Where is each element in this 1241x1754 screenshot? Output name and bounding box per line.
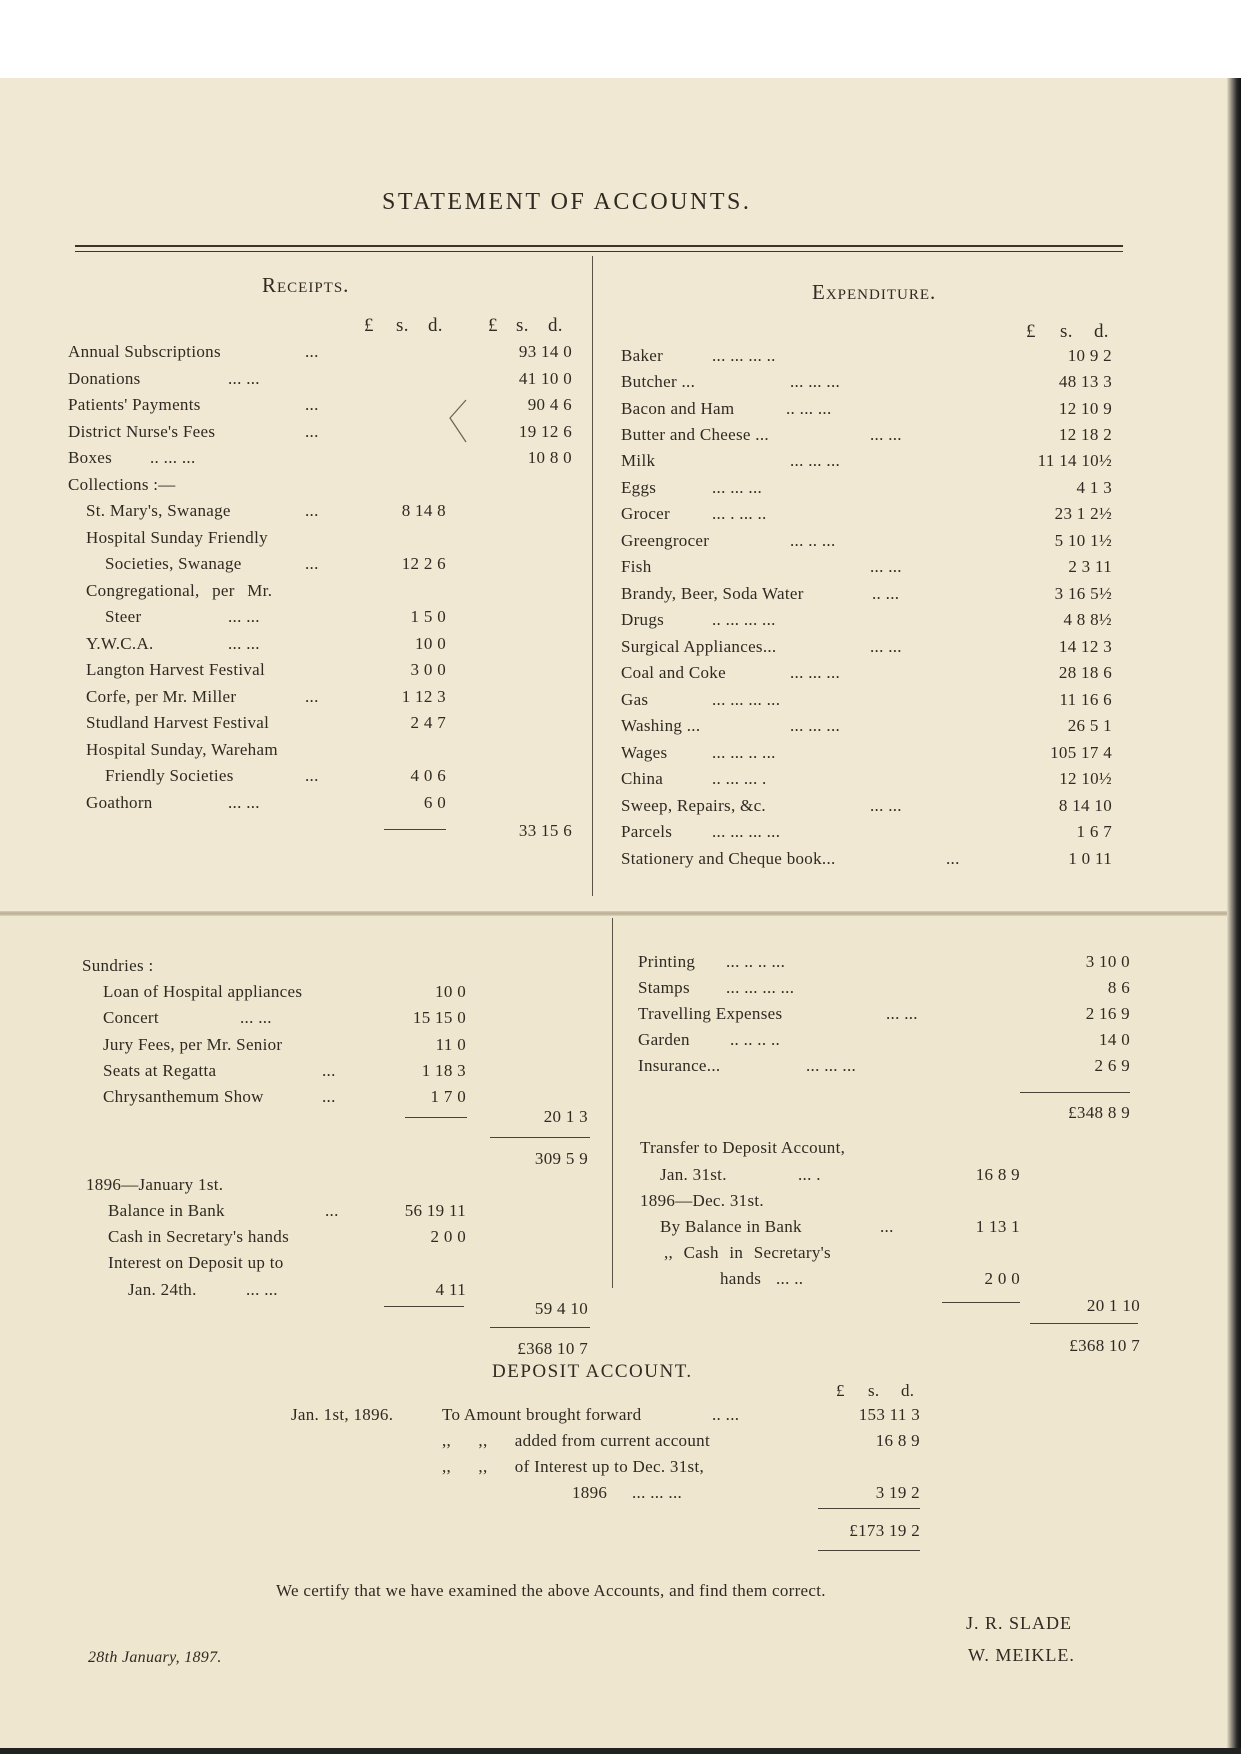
expense-amount: 1 6 7 xyxy=(1076,822,1112,841)
collection-amount: 10 0 xyxy=(415,634,446,653)
expense-amount: 10 9 2 xyxy=(1067,346,1112,365)
closing-label: ,, Cash in Secretary's xyxy=(664,1243,831,1262)
sundries-total: 20 1 3 xyxy=(543,1107,588,1126)
expense-dots: ... xyxy=(946,849,960,868)
receipts-total-col-pence: d. xyxy=(548,315,563,336)
expense-amount: 3 16 5½ xyxy=(1054,584,1112,603)
transfer-date: Jan. 31st. xyxy=(660,1165,727,1184)
receipts-col-shillings: s. xyxy=(396,315,409,336)
expense-label: Milk xyxy=(621,451,656,470)
deposit-row-amount: 16 8 9 xyxy=(875,1431,920,1450)
collection-amount: 1 12 3 xyxy=(401,687,446,706)
sundry-label: Seats at Regatta xyxy=(103,1061,217,1080)
expense-label: Eggs xyxy=(621,478,657,497)
expense-dots: ... ... xyxy=(870,557,902,576)
deposit-total: £173 19 2 xyxy=(849,1521,920,1540)
collection-dots: ... xyxy=(305,687,319,706)
expenditure-grand-total: £368 10 7 xyxy=(1069,1336,1140,1355)
receipts-subtotal: 309 5 9 xyxy=(534,1149,588,1168)
closing-amount: 2 0 0 xyxy=(984,1269,1020,1288)
deposit-col-shillings: s. xyxy=(868,1381,880,1400)
receipts-col-pence: d. xyxy=(428,315,443,336)
collection-dots: ... ... xyxy=(228,793,260,812)
balance-dots: ... ... xyxy=(246,1280,278,1299)
expense-label: Printing xyxy=(638,952,696,971)
grand-total-rule-right xyxy=(1030,1323,1138,1324)
transfer-label: Transfer to Deposit Account, xyxy=(640,1138,846,1157)
closing-label: By Balance in Bank xyxy=(660,1217,802,1236)
document-page xyxy=(0,78,1241,1754)
balance-amount: 4 11 xyxy=(435,1280,466,1299)
sundry-dots: ... xyxy=(322,1061,336,1080)
page-title: STATEMENT OF ACCOUNTS. xyxy=(382,189,752,215)
deposit-rule-top xyxy=(818,1508,920,1509)
expense-dots: ... ... xyxy=(870,637,902,656)
collection-amount: 6 0 xyxy=(423,793,446,812)
expense-amount: 14 0 xyxy=(1099,1030,1130,1049)
receipt-label: Patients' Payments xyxy=(68,395,201,414)
deposit-row-label: To Amount brought forward xyxy=(442,1405,642,1424)
receipts-col-pound: £ xyxy=(364,315,374,336)
expense-label: Greengrocer xyxy=(621,531,710,550)
expense-dots: .. ... ... ... xyxy=(712,610,776,629)
expenditure-rule xyxy=(1020,1092,1130,1093)
book-edge xyxy=(1227,78,1241,1754)
expense-dots: ... ... ... xyxy=(712,478,763,497)
expense-dots: ... .. .. ... xyxy=(726,952,786,971)
sundry-amount: 1 18 3 xyxy=(421,1061,466,1080)
expense-dots: ... . ... .. xyxy=(712,504,767,523)
expense-label: Travelling Expenses xyxy=(638,1004,783,1023)
collection-label: Hospital Sunday Friendly xyxy=(86,528,268,547)
collection-dots: ... xyxy=(305,501,319,520)
receipt-total: 41 10 0 xyxy=(518,369,572,388)
deposit-date: Jan. 1st, 1896. xyxy=(291,1405,394,1424)
expense-dots: ... ... ... xyxy=(790,451,841,470)
expense-label: Stamps xyxy=(638,978,690,997)
sundry-label: Concert xyxy=(103,1008,159,1027)
title-rule xyxy=(75,245,1123,247)
expense-amount: 14 12 3 xyxy=(1058,637,1112,656)
collection-dots: ... xyxy=(305,554,319,573)
collections-rule xyxy=(384,829,446,830)
closing-rule xyxy=(942,1302,1020,1303)
collection-dots: ... ... xyxy=(228,634,260,653)
deposit-row-dots: .. ... xyxy=(712,1405,740,1424)
expenditure-col-shillings: s. xyxy=(1060,321,1073,342)
sundry-dots: ... ... xyxy=(240,1008,272,1027)
collection-label: Goathorn xyxy=(86,793,153,812)
expense-amount: 12 18 2 xyxy=(1058,425,1112,444)
expense-amount: 11 14 10½ xyxy=(1037,451,1112,470)
subtotal-rule xyxy=(490,1137,590,1138)
expense-amount: 3 10 0 xyxy=(1085,952,1130,971)
deposit-col-pence: d. xyxy=(901,1381,915,1400)
expense-amount: 8 6 xyxy=(1107,978,1130,997)
expense-amount: 28 18 6 xyxy=(1058,663,1112,682)
receipt-label: Donations xyxy=(68,369,141,388)
expense-label: Garden xyxy=(638,1030,690,1049)
expense-dots: ... ... ... xyxy=(806,1056,857,1075)
expense-amount: 8 14 10 xyxy=(1058,796,1112,815)
signatory-name: W. MEIKLE. xyxy=(968,1645,1075,1665)
expense-label: China xyxy=(621,769,664,788)
expense-label: Fish xyxy=(621,557,652,576)
deposit-heading: DEPOSIT ACCOUNT. xyxy=(492,1361,693,1382)
expense-dots: ... ... ... xyxy=(790,663,841,682)
deposit-row-dots: ... ... ... xyxy=(632,1483,683,1502)
collection-amount: 8 14 8 xyxy=(401,501,446,520)
receipt-total: 93 14 0 xyxy=(518,342,572,361)
expense-label: Sweep, Repairs, &c. xyxy=(621,796,766,815)
deposit-row-amount: 153 11 3 xyxy=(858,1405,920,1424)
expense-label: Insurance... xyxy=(638,1056,721,1075)
expense-label: Butter and Cheese ... xyxy=(621,425,769,444)
expense-dots: ... ... ... xyxy=(790,372,841,391)
collections-total: 33 15 6 xyxy=(518,821,572,840)
balance-heading: 1896—January 1st. xyxy=(86,1175,224,1194)
expense-label: Washing ... xyxy=(621,716,701,735)
collection-label: Friendly Societies xyxy=(105,766,234,785)
receipts-total-col-shillings: s. xyxy=(516,315,529,336)
balance-amount: 2 0 0 xyxy=(430,1227,466,1246)
receipts-heading: Receipts. xyxy=(262,273,350,297)
receipt-dots: ... xyxy=(305,422,319,441)
signatory-name: J. R. SLADE xyxy=(966,1613,1073,1633)
sundry-amount: 11 0 xyxy=(435,1035,466,1054)
expense-amount: 1 0 11 xyxy=(1068,849,1112,868)
expense-dots: ... ... ... .. xyxy=(712,346,776,365)
expenditure-total: £348 8 9 xyxy=(1068,1103,1130,1122)
collection-dots: ... xyxy=(305,766,319,785)
column-divider-lower xyxy=(612,918,613,1288)
collection-label: Hospital Sunday, Wareham xyxy=(86,740,278,759)
expense-dots: .. ... ... . xyxy=(712,769,767,788)
expense-dots: ... ... ... ... xyxy=(712,690,781,709)
expense-amount: 105 17 4 xyxy=(1050,743,1112,762)
deposit-rule-bottom xyxy=(818,1550,920,1551)
collection-amount: 2 4 7 xyxy=(410,713,446,732)
deposit-row-label: 1896 xyxy=(572,1483,608,1502)
collection-label: Corfe, per Mr. Miller xyxy=(86,687,237,706)
receipts-grand-total: £368 10 7 xyxy=(517,1339,588,1358)
balance-amount: 56 19 11 xyxy=(404,1201,466,1220)
collection-label: Societies, Swanage xyxy=(105,554,242,573)
expense-dots: ... ... ... xyxy=(790,716,841,735)
page-fold xyxy=(0,911,1241,916)
closing-dots: ... .. xyxy=(776,1269,804,1288)
collections-label: Collections :— xyxy=(68,475,176,494)
grand-total-rule-left xyxy=(490,1327,590,1328)
sundry-label: Jury Fees, per Mr. Senior xyxy=(103,1035,283,1054)
transfer-dots: ... . xyxy=(798,1165,821,1184)
expense-amount: 2 3 11 xyxy=(1068,557,1112,576)
balance-label: Jan. 24th. xyxy=(128,1280,197,1299)
expenditure-col-pound: £ xyxy=(1026,321,1036,342)
sundry-amount: 1 7 0 xyxy=(430,1087,466,1106)
expense-dots: ... ... ... ... xyxy=(712,822,781,841)
expense-label: Brandy, Beer, Soda Water xyxy=(621,584,804,603)
receipt-dots: ... ... xyxy=(228,369,260,388)
expense-label: Coal and Coke xyxy=(621,663,726,682)
expense-dots: .. ... ... xyxy=(786,399,832,418)
collection-amount: 4 0 6 xyxy=(410,766,446,785)
expense-dots: ... ... xyxy=(870,796,902,815)
expense-amount: 48 13 3 xyxy=(1058,372,1112,391)
bracket-mark-icon xyxy=(444,398,470,446)
receipts-total-col-pound: £ xyxy=(488,315,498,336)
collection-label: Langton Harvest Festival xyxy=(86,660,266,679)
expense-label: Baker xyxy=(621,346,664,365)
expense-dots: .. .. .. .. xyxy=(730,1030,781,1049)
expense-label: Wages xyxy=(621,743,668,762)
collection-label: St. Mary's, Swanage xyxy=(86,501,231,520)
expense-amount: 12 10½ xyxy=(1059,769,1112,788)
expense-dots: ... ... xyxy=(886,1004,918,1023)
balance-label: Cash in Secretary's hands xyxy=(108,1227,289,1246)
receipt-dots: .. ... ... xyxy=(150,448,196,467)
sundry-label: Chrysanthemum Show xyxy=(103,1087,264,1106)
receipt-total: 90 4 6 xyxy=(527,395,572,414)
expense-label: Bacon and Ham xyxy=(621,399,735,418)
sundry-amount: 15 15 0 xyxy=(412,1008,466,1027)
collection-label: Y.W.C.A. xyxy=(86,634,154,653)
deposit-col-pound: £ xyxy=(836,1381,845,1400)
expense-amount: 12 10 9 xyxy=(1058,399,1112,418)
receipt-total: 19 12 6 xyxy=(518,422,572,441)
certification-text: We certify that we have examined the above Accounts, and find them correct. xyxy=(276,1581,826,1600)
expense-amount: 2 16 9 xyxy=(1085,1004,1130,1023)
expense-label: Butcher ... xyxy=(621,372,696,391)
expense-amount: 23 1 2½ xyxy=(1054,504,1112,523)
receipt-label: Boxes xyxy=(68,448,112,467)
collection-amount: 1 5 0 xyxy=(410,607,446,626)
balance-total: 59 4 10 xyxy=(534,1299,588,1318)
receipt-total: 10 8 0 xyxy=(527,448,572,467)
expense-label: Parcels xyxy=(621,822,673,841)
collection-label: Studland Harvest Festival xyxy=(86,713,270,732)
sundry-amount: 10 0 xyxy=(435,982,466,1001)
expense-amount: 11 16 6 xyxy=(1059,690,1112,709)
sundry-dots: ... xyxy=(322,1087,336,1106)
closing-heading: 1896—Dec. 31st. xyxy=(640,1191,764,1210)
expense-amount: 4 8 8½ xyxy=(1063,610,1112,629)
transfer-amount: 16 8 9 xyxy=(975,1165,1020,1184)
expense-amount: 5 10 1½ xyxy=(1054,531,1112,550)
balance-rule xyxy=(384,1306,464,1307)
expense-dots: ... ... ... ... xyxy=(726,978,795,997)
expense-amount: 2 6 9 xyxy=(1094,1056,1130,1075)
column-divider-upper xyxy=(592,256,593,896)
balance-label: Interest on Deposit up to xyxy=(108,1253,284,1272)
expense-label: Gas xyxy=(621,690,649,709)
collection-label: Congregational, per Mr. xyxy=(86,581,273,600)
date-signed: 28th January, 1897. xyxy=(88,1649,222,1666)
expense-dots: ... .. ... xyxy=(790,531,836,550)
receipt-label: Annual Subscriptions xyxy=(68,342,221,361)
closing-amount: 1 13 1 xyxy=(975,1217,1020,1236)
expenditure-col-pence: d. xyxy=(1094,321,1109,342)
expenditure-heading: Expenditure. xyxy=(812,280,937,304)
sundry-label: Loan of Hospital appliances xyxy=(103,982,303,1001)
expense-dots: ... ... xyxy=(870,425,902,444)
balance-dots: ... xyxy=(325,1201,339,1220)
balance-label: Balance in Bank xyxy=(108,1201,225,1220)
collection-dots: ... ... xyxy=(228,607,260,626)
receipt-dots: ... xyxy=(305,342,319,361)
closing-dots: ... xyxy=(880,1217,894,1236)
collection-amount: 12 2 6 xyxy=(401,554,446,573)
expense-label: Drugs xyxy=(621,610,665,629)
receipt-label: District Nurse's Fees xyxy=(68,422,216,441)
bottom-edge xyxy=(0,1748,1241,1754)
expense-label: Stationery and Cheque book... xyxy=(621,849,836,868)
title-rule-thin xyxy=(75,251,1123,252)
expense-label: Surgical Appliances... xyxy=(621,637,777,656)
expense-amount: 4 1 3 xyxy=(1076,478,1112,497)
expense-dots: ... ... .. ... xyxy=(712,743,776,762)
sundries-label: Sundries : xyxy=(82,956,154,975)
deposit-row-amount: 3 19 2 xyxy=(875,1483,920,1502)
receipt-dots: ... xyxy=(305,395,319,414)
expense-label: Grocer xyxy=(621,504,670,523)
collection-amount: 3 0 0 xyxy=(410,660,446,679)
expense-amount: 26 5 1 xyxy=(1067,716,1112,735)
sundries-rule xyxy=(405,1117,467,1118)
closing-label: hands xyxy=(720,1269,762,1288)
deposit-row-label: ,, ,, added from current account xyxy=(442,1431,710,1450)
expense-dots: .. ... xyxy=(872,584,900,603)
collection-label: Steer xyxy=(105,607,142,626)
closing-total: 20 1 10 xyxy=(1086,1296,1140,1315)
deposit-row-label: ,, ,, of Interest up to Dec. 31st, xyxy=(442,1457,705,1476)
